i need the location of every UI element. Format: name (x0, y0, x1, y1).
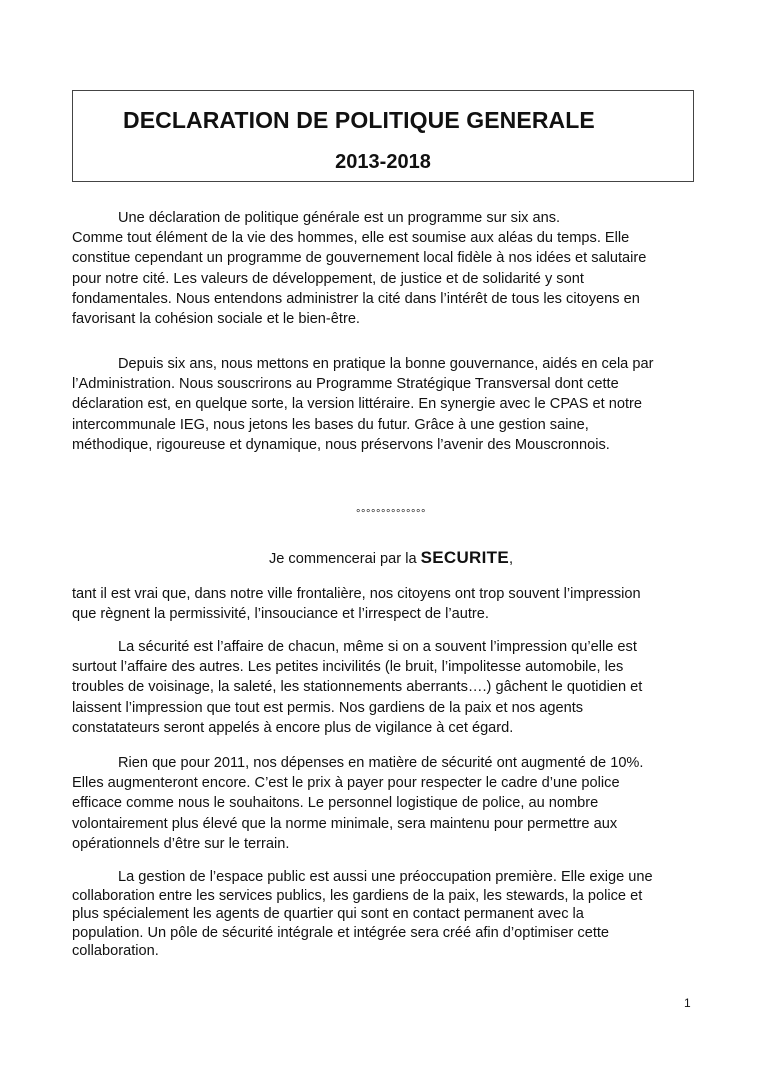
text-line: Rien que pour 2011, nos dépenses en matière de sécurité ont augmenté de 10%. (118, 755, 644, 771)
section-heading (0, 548, 768, 568)
text-line: méthodique, rigoureuse et dynamique, nous préservons l’avenir des Mouscronnois. (72, 436, 610, 453)
section-heading-prefix: Je commencerai par la (268, 551, 421, 567)
text-line: Elles augmenteront encore. C’est le prix à payer pour respecter le cadre d’une police (72, 775, 620, 792)
text-line: Une déclaration de politique générale est un programme sur six ans. (118, 210, 561, 226)
paragraph-context (72, 584, 692, 624)
section-heading-suffix: , (508, 551, 514, 567)
title-box (72, 90, 694, 182)
text-line: collaboration entre les services publics, les gardiens de la paix, les stewards, la police et (72, 887, 643, 904)
paragraph-public-space (72, 868, 692, 961)
text-line: que règnent la permissivité, l’insouciance et l’irrespect de l’autre. (72, 606, 489, 623)
text-line: intercommunale IEG, nous jetons les bases du futur. Grâce à une gestion saine, (72, 416, 589, 433)
text-line: Depuis six ans, nous mettons en pratique la bonne gouvernance, aidés en cela par (118, 356, 654, 372)
section-keyword: SECURITE (420, 548, 509, 567)
text-line: population. Un pôle de sécurité intégrale et intégrée sera créé afin d’optimiser cette (72, 924, 610, 941)
text-line: l’Administration. Nous souscrirons au Programme Stratégique Transversal dont cette (72, 376, 619, 393)
text-line: fondamentales. Nous entendons administrer la cité dans l’intérêt de tous les citoyens en (72, 290, 640, 307)
text-line: plus spécialement les agents de quartier qui sont en contact permanent avec la (72, 906, 584, 923)
document-period: 2013-2018 (335, 151, 431, 173)
text-line: pour notre cité. Les valeurs de développement, de justice et de solidarité y sont (72, 270, 584, 287)
text-line: troubles de voisinage, la saleté, les stationnements aberrants….) gâchent le quotidien et (72, 679, 643, 696)
text-line: efficace comme nous le souhaitons. Le personnel logistique de police, au nombre (72, 795, 599, 812)
text-line: La gestion de l’espace public est aussi une préoccupation première. Elle exige une (118, 869, 653, 885)
text-line: La sécurité est l’affaire de chacun, même si on a souvent l’impression qu’elle est (118, 639, 637, 655)
paragraph-budget (72, 753, 692, 854)
section-separator: °°°°°°°°°°°°°° (356, 508, 426, 520)
text-line: surtout l’affaire des autres. Les petites incivilités (le bruit, l’impolitesse automobile, les (72, 659, 624, 676)
paragraph-security (72, 637, 692, 738)
text-line: volontairement plus élevé que la norme minimale, sera maintenu pour permettre aux (72, 815, 618, 832)
text-line: laissent l’impression que tout est permis. Nos gardiens de la paix et nos agents (72, 699, 584, 716)
text-line: opérationnels d’être sur le terrain. (72, 835, 290, 852)
text-line: collaboration. (72, 943, 159, 960)
text-line: tant il est vrai que, dans notre ville frontalière, nos citoyens ont trop souvent l’impression (72, 586, 641, 602)
text-line: constitue cependant un programme de gouvernement local fidèle à nos idées et salutaire (72, 250, 647, 267)
text-line: constatateurs seront appelés à encore plus de vigilance à cet égard. (72, 719, 514, 736)
page-number: 1 (684, 996, 691, 1010)
document-title: DECLARATION DE POLITIQUE GENERALE (123, 107, 595, 133)
text-line: déclaration est, en quelque sorte, la version littéraire. En synergie avec le CPAS et notre (72, 396, 643, 413)
paragraph-governance (72, 354, 692, 455)
text-line: favorisant la cohésion sociale et le bien-être. (72, 311, 360, 328)
paragraph-intro (72, 208, 692, 329)
text-line: Comme tout élément de la vie des hommes, elle est soumise aux aléas du temps. Elle (72, 230, 630, 247)
